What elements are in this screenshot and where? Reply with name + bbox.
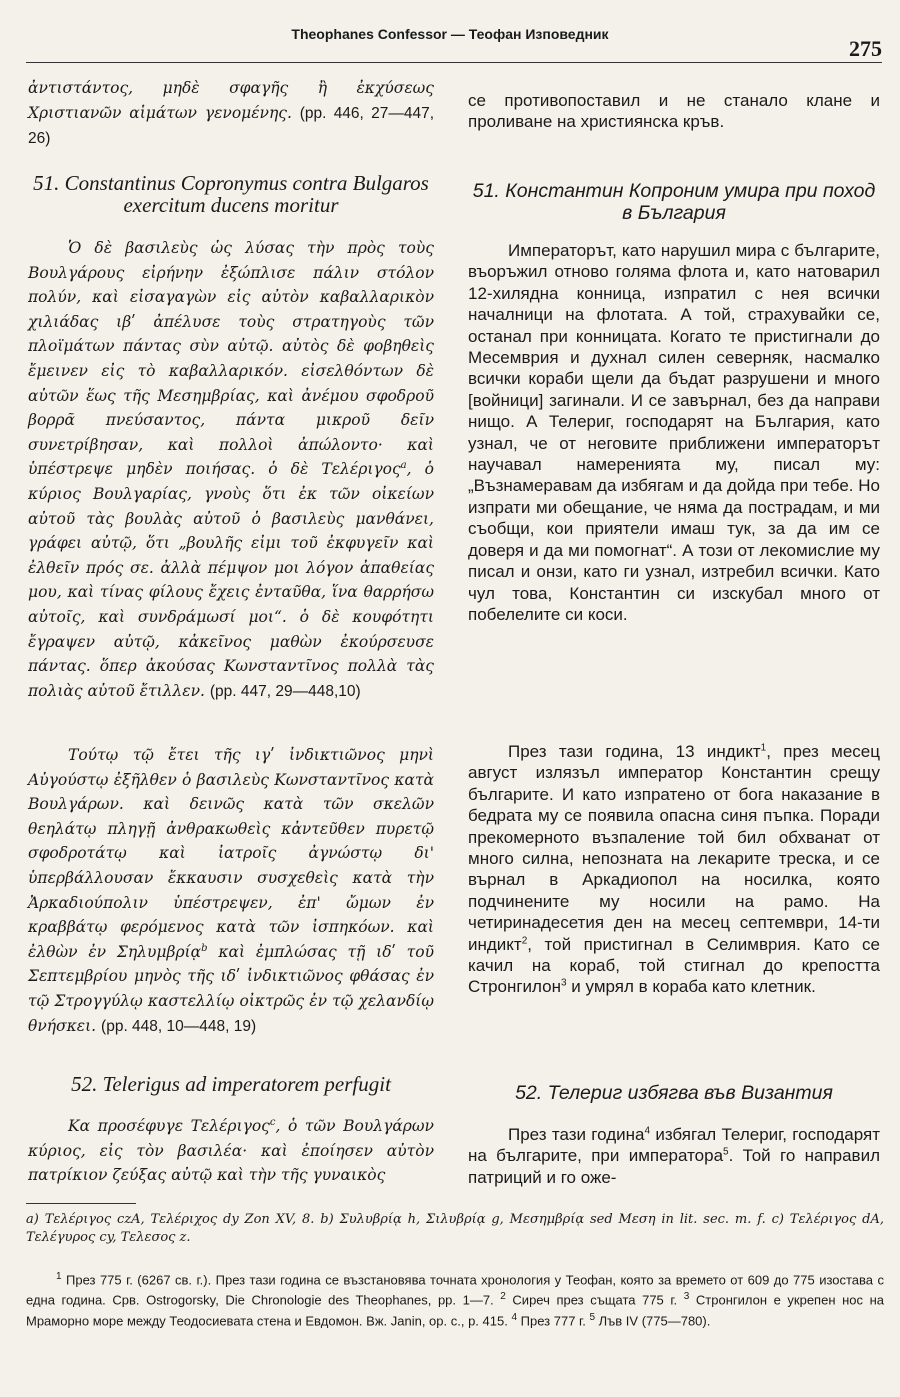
apparatus-criticus: a) Τελέριγος czA, Τελέριχος dy Zon XV, 8. b) Συλυβρίᾳ h, Σιλυβρίᾳ g, Μεσημβρίᾳ sed Μεση in lit. sec. m. f. c) Τελέριγος dA, Τελέγυρος cy, Τελεσος z. [26,1212,884,1245]
latin-section-52-title: 52. Telerigus ad imperatorem perfugit [71,1072,391,1096]
greek-52-text: Κα προσέφυγε Τελέριγος [68,1117,270,1135]
bg-section-52-title: 52. Телериг избягва във Византия [515,1082,833,1104]
footnote-5: Лъв IV (775—780). [598,1312,711,1328]
bg-section-51-title: 51. Константин Копроним умира при поход в България [472,180,876,224]
footnote-4: През 777 г. [520,1312,586,1328]
greek-51b-text-cont: καὶ ἐμπλώσας τῇ ιδʹ τοῦ Σεπτεμβρίου μηνὸς τῆς ιδʹ ἰνδικτιῶνος φθάσας ἐν τῷ Στρογγύλῳ καστελλίῳ οἰκτρῶς ἐν τῷ χελανδίῳ θνήσκει. [28,942,435,1035]
greek-intro-ref: (pp. 446, 27—447, 26) [28,104,434,148]
bg-section-51b: През тази година, 13 индикт$^1$, през месец август излязъл император Константин срещу българите. И като изпратено от бога наказание в бедрата му се появила опасна синя пъпка. Поради прекомерното възпаление той бил обхванат от много силна, непозната на лекарите треска, и се върнал в Аркадиопол на носилка, която подчинените му носили на рамо. На четиринадесетия ден на месец септември, 14-ти индикт$^2$, той пристигнал в Селимврия. Като се качил на кораб, той стигнал до крепостта Стронгилон$^3$ и умрял в кораба като клетник. [468,742,880,997]
greek-51-ref: (pp. 447, 29—448,10) [209,682,361,700]
greek-intro [28,76,434,152]
footnote-1: $^1$ През 775 г. (6267 св. г.). През тази година се възстановява точната хронология у Теофан, която за времето от 609 до 775 изостава с една година. Срв. Ostrogorsky, Die Chronologie des Theophanes, pp. 1—7. $^2$ Сиреч през същата 775 г. $^3$ Стронгилон е укрепен нос на Мраморно море между Теодосиевата стена и Евдомон. Вж. Janin, op. c., p. 415. $^4$ През 777 г. $^5$ Лъв IV (775—780). [26,1271,884,1328]
bg-section-52: През тази година$^4$ избягал Телериг, господарят на българите, при императора$^5$. Той го направил патриций и го оже- [468,1125,880,1187]
greek-section-51b [28,743,434,1039]
notes-rule [26,1203,136,1204]
footnote-2: Сиреч през същата 775 г. [512,1292,678,1308]
greek-51b-ref: (pp. 448, 10—448, 19) [101,1017,257,1035]
running-title: Theophanes Confessor — Теофан Изповедник [291,26,609,42]
footnote-ref-1: 1 [760,742,767,754]
footnote-ref-4: 4 [644,1125,651,1137]
apparatus-mark-c: c [269,1116,276,1128]
apparatus-mark-a: a [400,460,407,472]
greek-section-51 [28,236,434,704]
apparatus-mark-b: b [201,942,208,954]
footnote-ref-5: 5 [723,1146,729,1158]
greek-51b-text: Τούτῳ τῷ ἔτει τῆς ιγʹ ἰνδικτιῶνος μηνὶ Αὐγούστῳ ἐξῆλθεν ὁ βασιλεὺς Κωνσταντῖνος κατὰ Βουλγάρων. καὶ δεινῶς κατὰ τῶν σκελῶν θεηλάτῳ πληγῇ ἀνθρακωθεὶς κἀντεῦθεν πυρετῷ σφοδροτάτῳ καὶ ἰατροῖς ἀγνώστῳ δι' ὑπερβάλλουσαν ἔκκαυσιν συσχεθεὶς κατὰ τὴν Ἀρκαδιούπολιν ὑπέστρεψεν, ἐπ' ὤμων ἐν κραββάτῳ φερόμενος κατὰ τῶν ἰσπηκόων. καὶ ἐλθὼν ἐν Σηλυμβρίᾳ [28,746,434,961]
page-number: 275 [849,36,882,61]
greek-51-text: Ὁ δὲ βασιλεὺς ὡς λύσας τὴν πρὸς τοὺς Βουλγάρους εἰρήνην ἐξώπλισε πάλιν στόλον πολύν, καὶ εἰσαγαγὼν εἰς αὐτὸν καβαλλαρικὸν χιλιάδας ιβʹ ἀπέλυσε τοὺς στρατηγοὺς τῶν πλοϊμάτων πάντας σὺν αὐτῷ. αὐτὸς δὲ φοβηθεὶς ἔμεινεν εἰς τὸ καβαλλαρικόν. εἰσελθόντων δὲ αὐτῶν ἕως τῆς Μεσημβρίας, καὶ ἀνέμου σφοδροῦ βορρᾶ πνεύσαντος, πάντα μικροῦ δεῖν συνετρίβησαν, καὶ πολλοὶ ἀπώλοντο· καὶ ὑπέστρεψε μηδὲν ποιήσας. ὁ δὲ Τελέριγος [28,239,434,479]
footnotes [26,1268,884,1329]
header-rule [26,62,882,63]
bg-intro: се противопоставил и не станало клане и проливане на християнска кръв. [468,91,880,132]
greek-52-text-cont: , ὁ τῶν Βουλγάρων κύριος, εἰς τὸν βασιλέα· καὶ ἐποίησεν αὐτὸν πατρίκιον ζεύξας αὐτῷ καὶ τὴν τῆς γυναικὸς [28,1117,434,1185]
footnote-3: Стронгилон е укрепен нос на Мраморно море между Теодосиевата стена и Евдомон. Вж. Janin, op. c., p. 415. [26,1292,884,1328]
latin-section-51-title: 51. Constantinus Copronymus contra Bulgaros exercitum ducens moritur [33,171,429,217]
footnote-ref-2: 2 [521,935,528,946]
greek-51-text-cont: , ὁ κύριος Βουλγαρίας, γνοὺς ὅτι ἐκ τῶν οἰκείων αὐτοῦ τὰς βουλὰς αὐτοῦ ὁ βασιλεὺς μανθάνει, γράφει αὐτῷ, ὅτι „βουλῆς εἰμι τοῦ ἐκφυγεῖν καὶ ἐλθεῖν πρός σε. ἀλλὰ πέμψον μοι λόγον ἀπαθείας μου, καὶ τίνας φίλους ἔχεις ἐνταῦθα, ἵνα θαρρήσω αὐτοῖς, καὶ συνδράμωσί μοι“. ὁ δὲ κουφότητι ἔγραψεν αὐτῷ, κἀκεῖνος μαθὼν ἐκούρσευσε πάντας. ὅπερ ἀκούσας Κωνσταντῖνος πολλὰ τὰς πολιὰς αὐτοῦ ἔτιλλεν. [28,460,434,700]
greek-intro-text: ἀντιστάντος, μηδὲ σφαγῆς ἢ ἐκχύσεως Χριστιανῶν αἱμάτων γενομένης. [28,79,434,122]
footnote-ref-3: 3 [561,977,567,989]
bg-section-51: Императорът, като нарушил мира с българите, въоръжил отново голяма флота и, като натоварил 12-хилядна конница, изпратил с нея всички началници на флотата. А той, страхувайки се, останал при конницата. Когато те пристигнали до Месемврия и духнал силен северняк, насмалко всички кораби щели да бъдат разрушени и много [войници] загинали. И се завърнал, без да направи нищо. А Телериг, господарят на България, като узнал, че от неговите приближени императорът научавал намеренията му, писал му: „Възнамеравам да избягам и да дойда при тебе. Но изпрати ми обещание, че няма да пострадам, и ми съобщи, кои приятели имаш тук, за да им се доверя и да ми помогнат“. А този от лекомислие му писал и онзи, като ги узнал, изтребил всички. Като чул това, Константин си изскубал много от побелелите си коси. [468,241,880,624]
greek-section-52 [28,1114,434,1188]
